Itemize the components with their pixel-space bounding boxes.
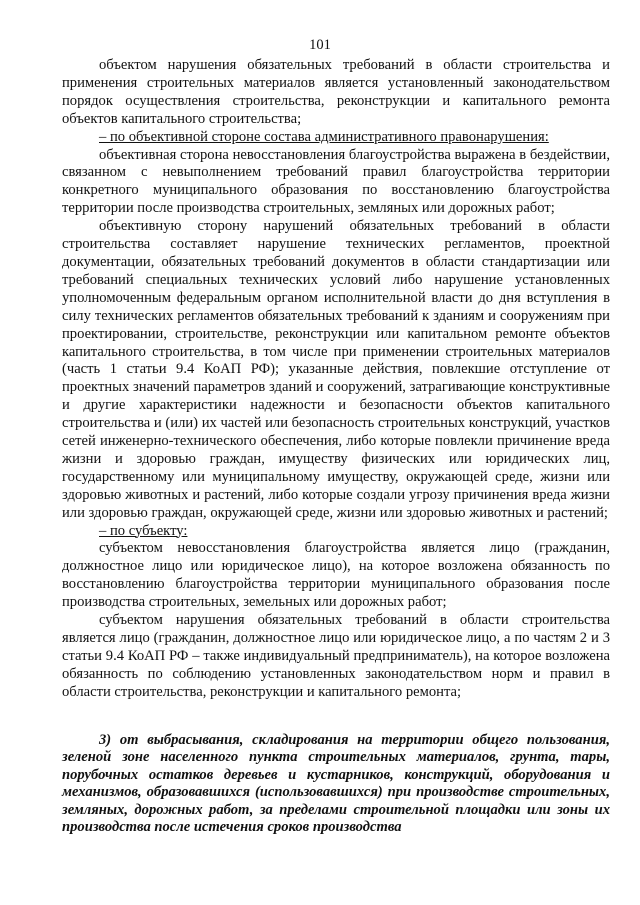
paragraph-subject-nonrestoration: субъектом невосстановления благоустройства является лицо (гражданин, должностное лицо или юридическое лицо), на которое возложена обязанность по восстановлению благоустройства территории муниципального образования после производства строительных, земельных или дорожных работ; (62, 540, 610, 611)
section-heading-3: 3) от выбрасывания, складирования на территории общего пользования, зеленой зоне населенного пункта строительных материалов, грунта, тары, порубочных остатков деревьев и кустарников, конструкций, оборудования и механизмов, образовавшихся (использовавшихся) при производстве строительных, земляных, дорожных работ, за пределами строительной площадки или зоны их производства после истечения сроков производства (62, 731, 610, 836)
paragraph-subject-construction: субъектом нарушения обязательных требований в области строительства является лицо (гражданин, должностное лицо или юридическое лицо, а по частям 2 и 3 статьи 9.4 КоАП РФ – также индивидуальный предприниматель), на которое возложена обязанность по соблюдению установленных законодательством норм и правил в области строительства, реконструкции и капитального ремонта; (62, 612, 610, 700)
paragraph-object-of-violation: объектом нарушения обязательных требований в области строительства и применения строительных материалов является установленный законодательством порядок осуществления строительства, реконструкции и капитального ремонта объектов капитального строительства; (62, 57, 610, 127)
page-number: 101 (309, 37, 331, 53)
subheading-objective-side: – по объективной стороне состава административного правонарушения: (99, 128, 549, 145)
subheading-subject: – по субъекту: (99, 522, 188, 539)
paragraph-objective-side-nonrestoration: объективная сторона невосстановления благоустройства выражена в бездействии, связанном с невыполнением требований правил благоустройства территории конкретного муниципального образования по восстановлению благоустройства территории после производства строительных, земляных или дорожных работ; (62, 146, 610, 217)
document-body (62, 57, 610, 837)
paragraph-objective-side-construction: объективную сторону нарушений обязательных требований в области строительства составляет нарушение технических регламентов, проектной документации, обязательных требований документов в области стандартизации или требований специальных технических условий либо нарушение установленных уполномоченным федеральным органом исполнительной власти до дня вступления в силу технических регламентов обязательных требований к зданиям и сооружениям при проектировании, строительстве, реконструкции или капитальном ремонте объектов капитального строительства, в том числе при применении строительных материалов (часть 1 статьи 9.4 КоАП РФ); указанные действия, повлекшие отступление от проектных значений параметров зданий и сооружений, затрагивающие конструктивные и другие характеристики надежности и безопасности объектов капитального строительства и (или) их частей или безопасность строительных конструкций, участков сетей инженерно-технического обеспечения, либо которые повлекли причинение вреда жизни и здоровью граждан, имуществу физических или юридических лиц, государственному или муниципальному имуществу, окружающей среде, жизни или здоровью животных и растений, либо которые создали угрозу причинения вреда жизни или здоровью граждан, окружающей среде, жизни или здоровью животных и растений; (62, 218, 610, 521)
